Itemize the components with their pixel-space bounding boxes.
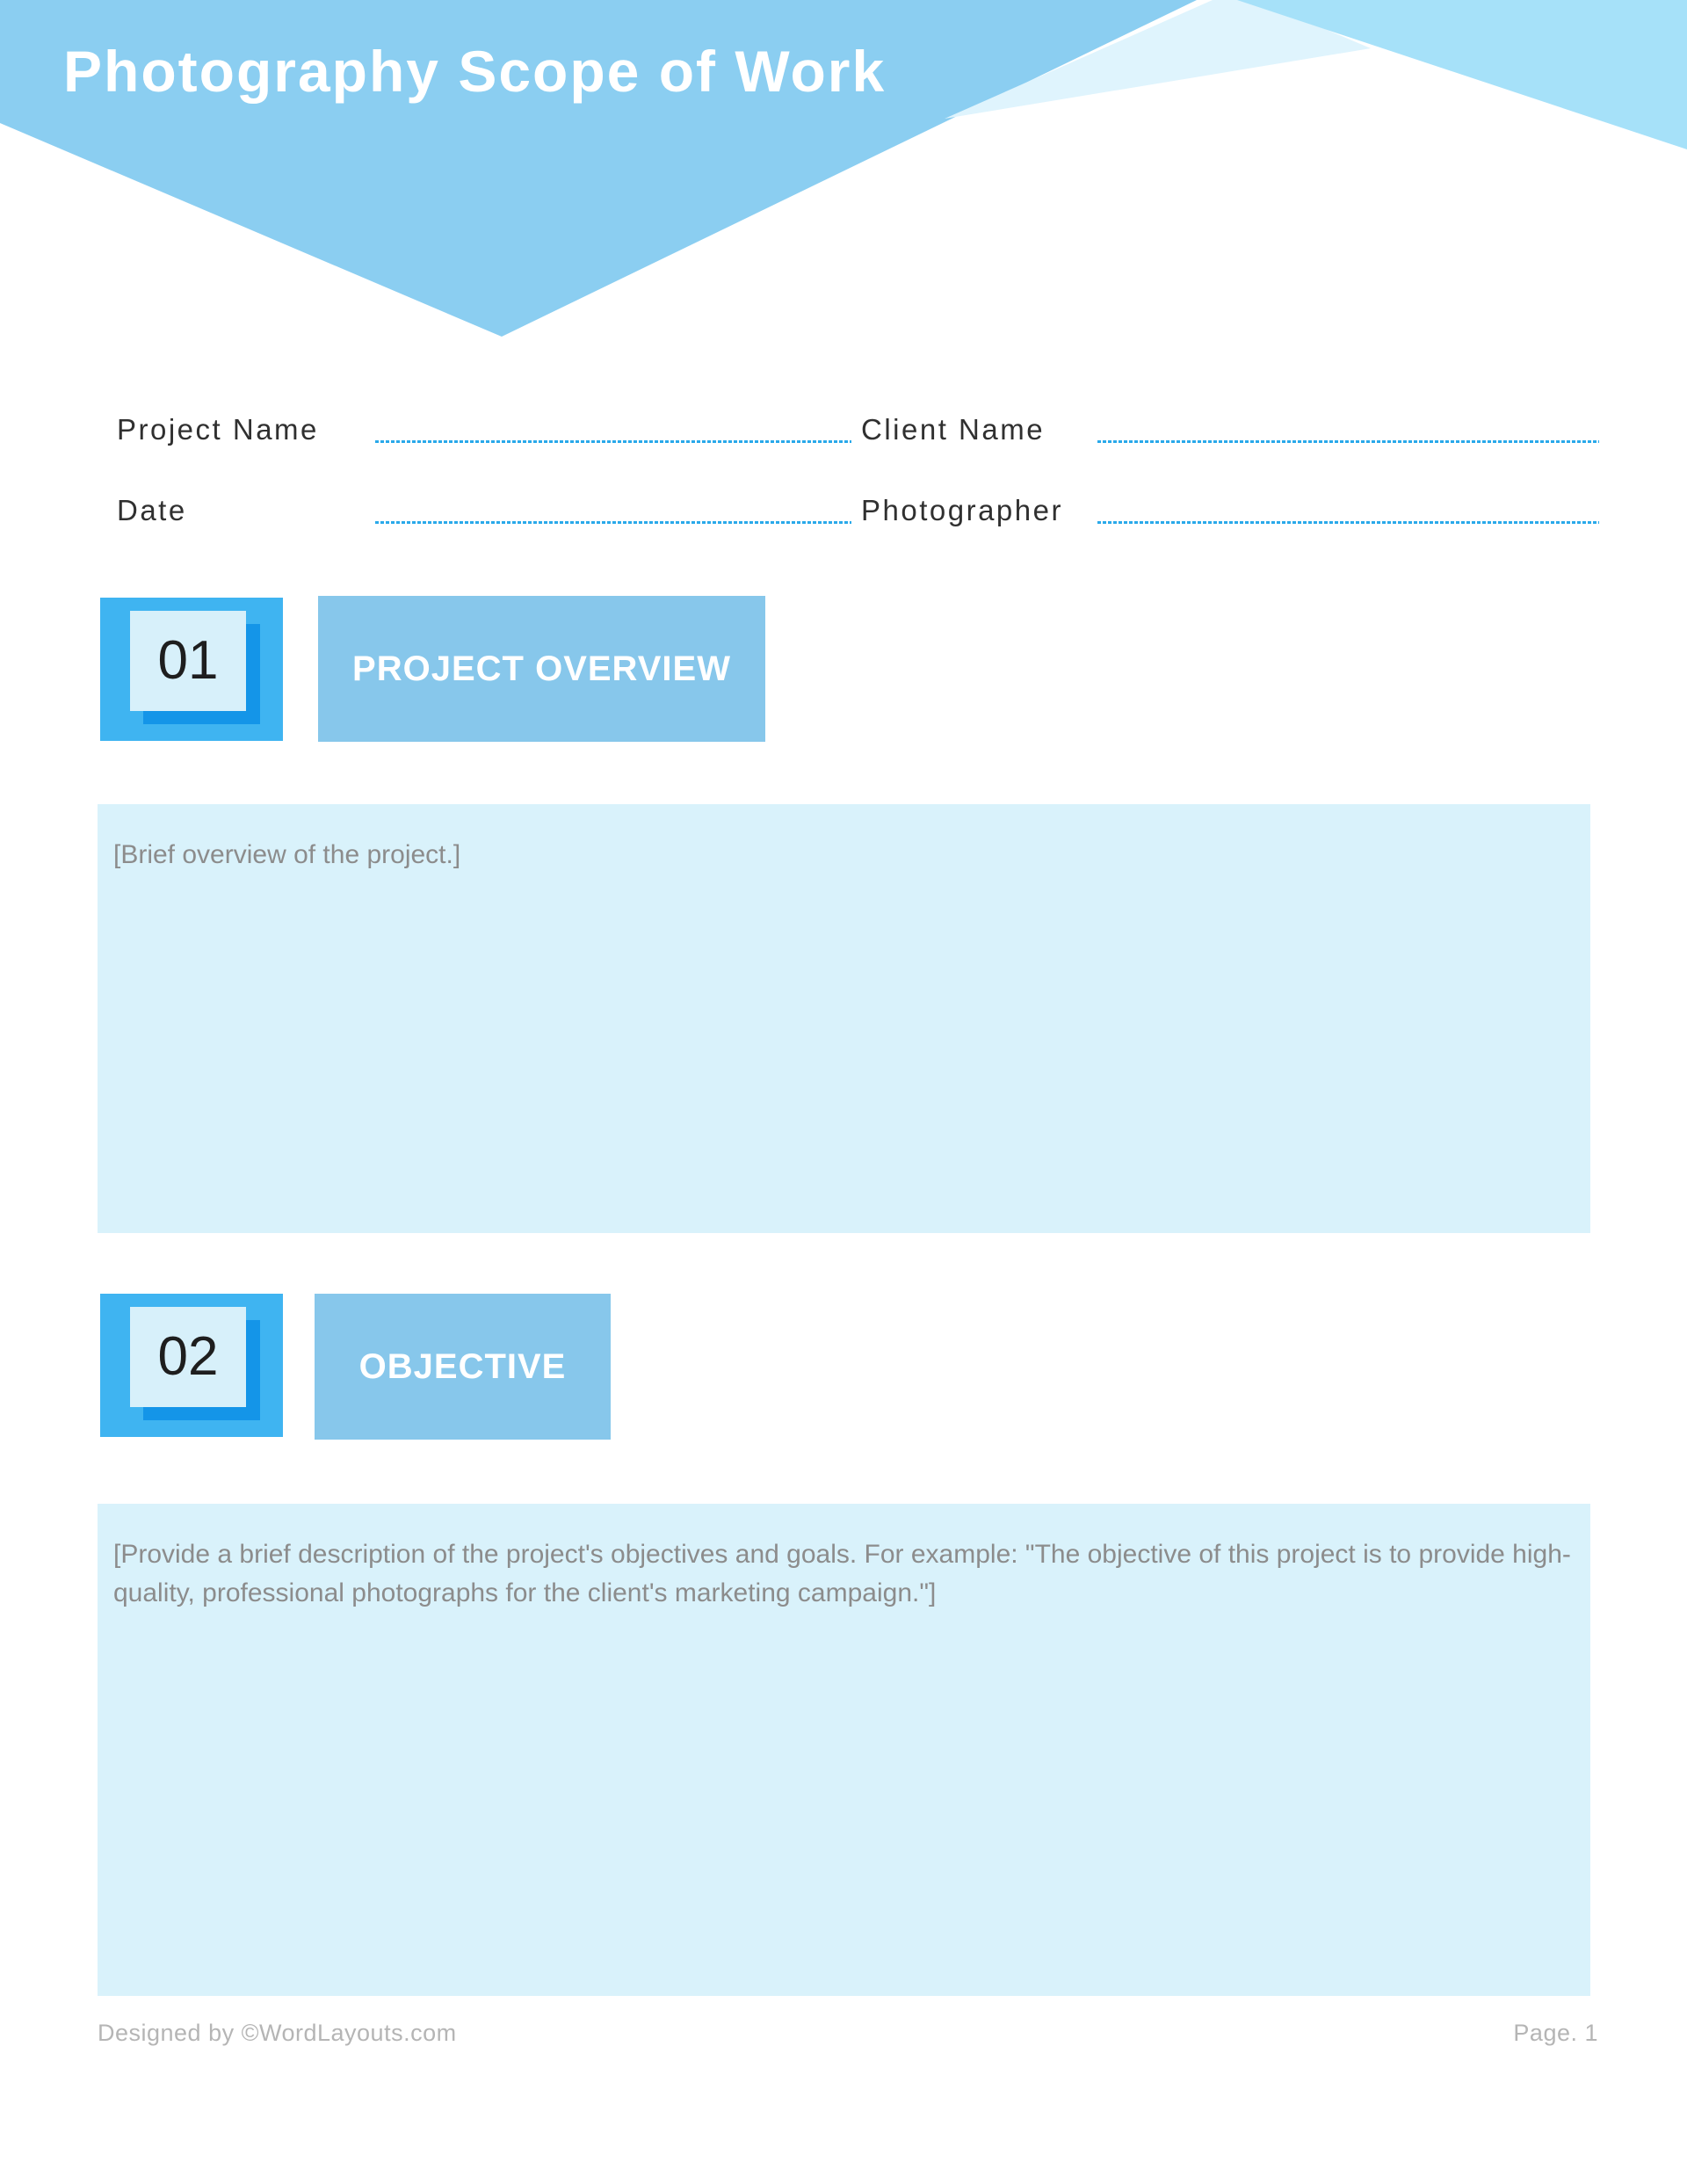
footer-credit: Designed by ©WordLayouts.com <box>98 2020 457 2046</box>
section-1-number: 01 <box>130 611 246 711</box>
date-label: Date <box>117 494 187 526</box>
footer-page-number: Page. 1 <box>1513 2020 1598 2046</box>
project-name-field[interactable] <box>375 440 851 443</box>
client-name-label: Client Name <box>861 413 1046 446</box>
section-1-placeholder-text: [Brief overview of the project.] <box>113 840 461 869</box>
section-2-placeholder-text: [Provide a brief description of the project's objectives and goals. For example: "The objective of this project is to provide high-quality, professional photographs for the client's marketing campaign."] <box>113 1540 1571 1607</box>
section-2-heading: OBJECTIVE <box>358 1346 567 1386</box>
section-1-heading-banner <box>318 596 765 742</box>
section-1-content-box[interactable] <box>98 804 1590 1233</box>
header-shape-corner <box>1237 0 1687 149</box>
photographer-field[interactable] <box>1097 521 1599 524</box>
section-1-number-badge <box>100 598 283 741</box>
photographer-label: Photographer <box>861 494 1063 526</box>
client-name-field[interactable] <box>1097 440 1599 443</box>
section-2-content-box[interactable] <box>98 1504 1590 1996</box>
page-title: Photography Scope of Work <box>63 39 887 104</box>
section-1-heading: PROJECT OVERVIEW <box>352 649 731 688</box>
section-2-number: 02 <box>130 1307 246 1407</box>
project-name-label: Project Name <box>117 413 319 446</box>
section-2-number-badge <box>100 1294 283 1437</box>
date-field[interactable] <box>375 521 851 524</box>
section-2-heading-banner <box>315 1294 611 1440</box>
